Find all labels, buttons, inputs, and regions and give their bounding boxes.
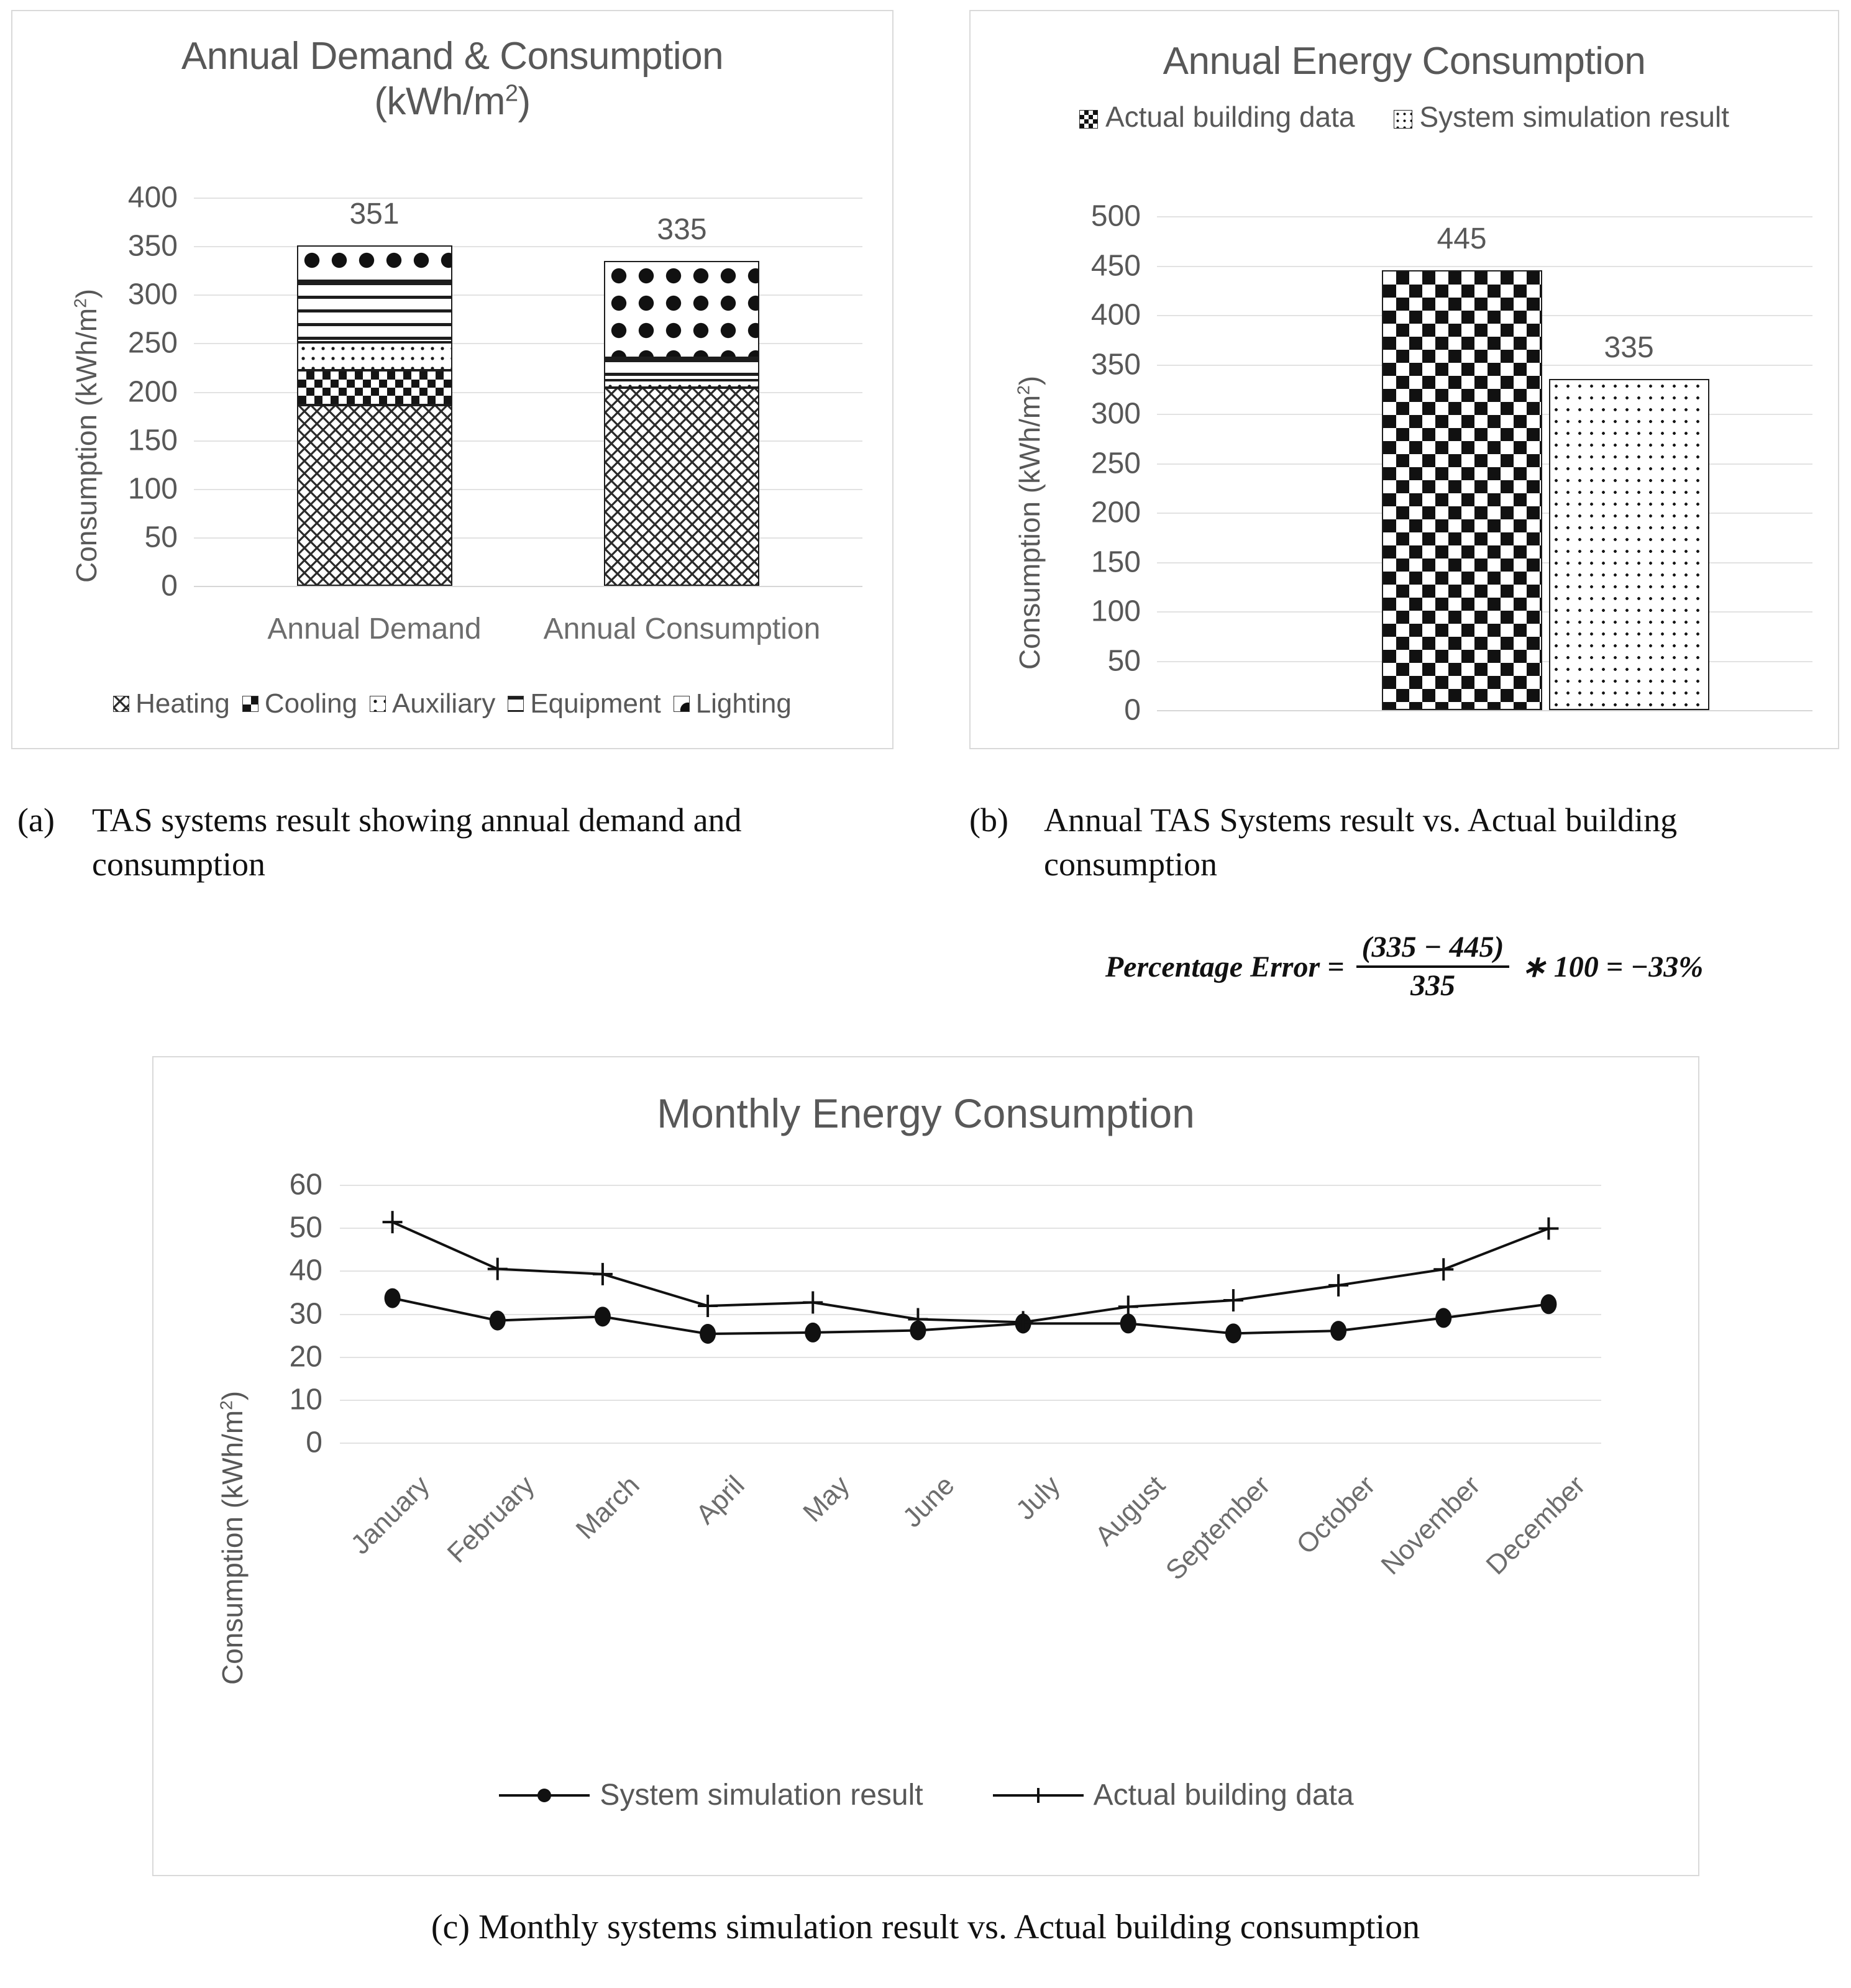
- gridline: [194, 392, 862, 393]
- heating-swatch-icon: [113, 696, 129, 712]
- x-axis-category-label: Annual Demand: [267, 613, 482, 645]
- bar-system-simulation-result: [1549, 379, 1709, 710]
- chart-panel-annual-demand-consumption: [11, 10, 894, 749]
- data-point-marker: [1330, 1321, 1346, 1341]
- legend-label-system-simulation-result: System simulation result: [1419, 101, 1729, 134]
- bar-segment-heating: [604, 388, 759, 586]
- data-point-marker: [1433, 1258, 1453, 1280]
- legend-label-cooling: Cooling: [264, 688, 358, 719]
- legend-item-actual-building-data: [992, 1778, 1354, 1812]
- y-axis-tick: 0: [1124, 693, 1141, 727]
- data-point-marker: [488, 1258, 508, 1280]
- data-point-marker: [383, 1211, 403, 1233]
- gridline: [194, 246, 862, 247]
- caption-b-marker: (b): [969, 801, 1008, 839]
- y-axis-tick: 150: [1090, 545, 1141, 578]
- bar-segment-auxiliary: [297, 342, 452, 370]
- data-point-marker: [1013, 1311, 1033, 1333]
- legend-item-heating: [113, 688, 230, 719]
- y-axis-tick: 500: [1090, 199, 1141, 233]
- gridline: [194, 343, 862, 344]
- bar-total-label: 335: [657, 212, 707, 246]
- data-point-marker: [1435, 1308, 1451, 1328]
- formula-rhs: ∗ 100 = −33%: [1521, 951, 1704, 984]
- percentage-error-formula: [969, 932, 1839, 1002]
- data-point-marker: [1223, 1289, 1243, 1311]
- y-axis-tick: 50: [1107, 644, 1141, 677]
- y-axis-tick: 40: [289, 1254, 322, 1287]
- x-axis-month-label: September: [1159, 1470, 1276, 1586]
- bar-segment-equipment: [297, 281, 452, 342]
- y-axis-tick: 350: [127, 229, 178, 263]
- bar-segment-lighting: [297, 245, 452, 281]
- bar-value-label: 445: [1437, 222, 1487, 256]
- data-point-marker: [593, 1263, 613, 1285]
- chart-c-series-layer: [153, 1057, 1701, 1877]
- gridline: [194, 489, 862, 490]
- gridline: [194, 586, 862, 587]
- legend-label-system-simulation-result: System simulation result: [600, 1779, 923, 1812]
- chart-b-title: Annual Energy Consumption: [1163, 40, 1646, 83]
- gridline: [194, 294, 862, 296]
- caption-a-marker: (a): [17, 801, 55, 839]
- x-axis-month-label: August: [1089, 1470, 1171, 1552]
- x-axis-month-label: April: [690, 1470, 751, 1530]
- y-axis-tick: 400: [1090, 298, 1141, 332]
- chart-a-plot-area: [12, 11, 892, 748]
- x-axis-month-label: May: [797, 1470, 856, 1528]
- data-point-marker: [805, 1323, 821, 1343]
- chart-c-y-axis-label: Consumption $(kWh/m^2)$: [216, 1390, 249, 1685]
- legend-label-heating: Heating: [135, 688, 230, 719]
- chart-a-legend: [12, 688, 892, 719]
- chart-c-plot-area: [153, 1057, 1698, 1875]
- chart-b-y-axis-label: Consumption $(kWh/m^2)$: [1013, 375, 1046, 670]
- bar-segment-cooling: [297, 370, 452, 405]
- x-axis-month-label: November: [1375, 1470, 1486, 1581]
- chart-a-y-axis-label: Consumption $(kWh/m^2)$: [70, 288, 103, 583]
- y-axis-tick: 350: [1090, 348, 1141, 381]
- formula-numerator: (335 − 445): [1361, 931, 1504, 964]
- equipment-swatch-icon: [508, 696, 524, 712]
- caption-b-text: Annual TAS Systems result vs. Actual building consumption: [1044, 801, 1678, 883]
- formula-lhs: Percentage Error =: [1105, 950, 1345, 983]
- lighting-swatch-icon: [674, 696, 690, 712]
- y-axis-tick: 0: [306, 1426, 322, 1459]
- y-axis-tick: 50: [144, 521, 178, 554]
- x-axis-month-label: July: [1010, 1470, 1066, 1526]
- data-point-marker: [595, 1306, 611, 1326]
- y-axis-tick: 100: [1090, 595, 1141, 628]
- y-axis-tick: 100: [127, 472, 178, 506]
- caption-a-text: TAS systems result showing annual demand and consumption: [92, 801, 742, 883]
- y-axis-tick: 300: [127, 278, 178, 311]
- data-point-marker: [1540, 1294, 1556, 1314]
- formula-fraction: [1356, 932, 1509, 1002]
- y-axis-tick: 60: [289, 1168, 322, 1201]
- y-axis-tick: 150: [127, 424, 178, 457]
- bar-value-label: 335: [1604, 331, 1654, 365]
- y-axis-tick: 250: [127, 326, 178, 360]
- bar-segment-heating: [297, 405, 452, 586]
- x-axis-month-label: February: [441, 1470, 541, 1569]
- legend-item-auxiliary: [370, 688, 495, 719]
- y-axis-tick: 50: [289, 1211, 322, 1244]
- filled-circle-marker-icon: [498, 1787, 591, 1803]
- data-point-marker: [1538, 1218, 1558, 1240]
- caption-c: (c) Monthly systems simulation result vs. Actual building consumption: [431, 1908, 1420, 1946]
- legend-label-actual-building-data: Actual building data: [1105, 101, 1355, 134]
- formula-denominator: 335: [1410, 969, 1455, 1003]
- legend-item-cooling: [242, 688, 357, 719]
- data-point-marker: [1118, 1295, 1138, 1318]
- y-axis-tick: 30: [289, 1297, 322, 1330]
- chart-a-title-line1: Annual Demand & Consumption: [181, 35, 724, 78]
- y-axis-tick: 250: [1090, 447, 1141, 480]
- legend-label-actual-building-data: Actual building data: [1093, 1779, 1354, 1812]
- y-axis-tick: 10: [289, 1383, 322, 1416]
- series-line-system-simulation-result: [393, 1298, 1549, 1334]
- chart-panel-monthly-energy-consumption: [152, 1056, 1699, 1876]
- y-axis-tick: 300: [1090, 397, 1141, 431]
- series-line-actual-building-data: [393, 1222, 1549, 1322]
- y-axis-tick: 0: [161, 569, 178, 603]
- bar-segment-auxiliary: [604, 380, 759, 388]
- legend-label-lighting: Lighting: [695, 688, 792, 719]
- y-axis-tick: 400: [127, 181, 178, 214]
- caption-a: [17, 798, 875, 887]
- bar-segment-lighting: [604, 261, 759, 358]
- data-point-marker: [803, 1292, 823, 1314]
- data-point-marker: [1225, 1323, 1241, 1343]
- legend-item-lighting: [674, 688, 792, 719]
- y-axis-tick: 200: [127, 375, 178, 408]
- data-point-marker: [385, 1288, 401, 1308]
- chart-c-title: Monthly Energy Consumption: [657, 1090, 1195, 1136]
- auxiliary-swatch-icon: [370, 696, 386, 712]
- cooling-swatch-icon: [242, 696, 258, 712]
- gridline: [1157, 710, 1812, 711]
- caption-b: [969, 798, 1839, 887]
- chart-panel-annual-energy-consumption: [969, 10, 1839, 749]
- data-point-marker: [700, 1324, 716, 1344]
- x-axis-month-label: January: [344, 1470, 436, 1561]
- chart-a-title-line2: $(kWh/m^2)$: [374, 80, 531, 124]
- plus-marker-icon: [992, 1787, 1085, 1803]
- legend-item-equipment: [508, 688, 660, 719]
- bar-total-label: 351: [349, 197, 400, 230]
- gridline: [194, 440, 862, 442]
- gridline: [194, 198, 862, 199]
- gridline: [194, 537, 862, 539]
- x-axis-month-label: October: [1291, 1470, 1381, 1561]
- chart-c-legend: [153, 1778, 1698, 1812]
- chart-b-plot-area: [971, 11, 1838, 748]
- gridline: [1157, 266, 1812, 267]
- data-point-marker: [490, 1311, 506, 1331]
- y-axis-tick: 200: [1090, 496, 1141, 529]
- gridline: [1157, 216, 1812, 217]
- x-axis-month-label: December: [1480, 1470, 1592, 1581]
- x-axis-category-label: Annual Consumption: [543, 613, 821, 645]
- data-point-marker: [1328, 1274, 1348, 1297]
- legend-label-equipment: Equipment: [530, 688, 661, 719]
- x-axis-month-label: June: [897, 1470, 961, 1534]
- legend-item-system-simulation-result: [498, 1778, 923, 1812]
- data-point-marker: [698, 1295, 718, 1317]
- x-axis-month-label: March: [570, 1470, 646, 1546]
- bar-actual-building-data: [1382, 270, 1542, 710]
- y-axis-tick: 450: [1090, 249, 1141, 282]
- legend-label-auxiliary: Auxiliary: [392, 688, 496, 719]
- bar-segment-equipment: [604, 358, 759, 380]
- y-axis-tick: 20: [289, 1340, 322, 1374]
